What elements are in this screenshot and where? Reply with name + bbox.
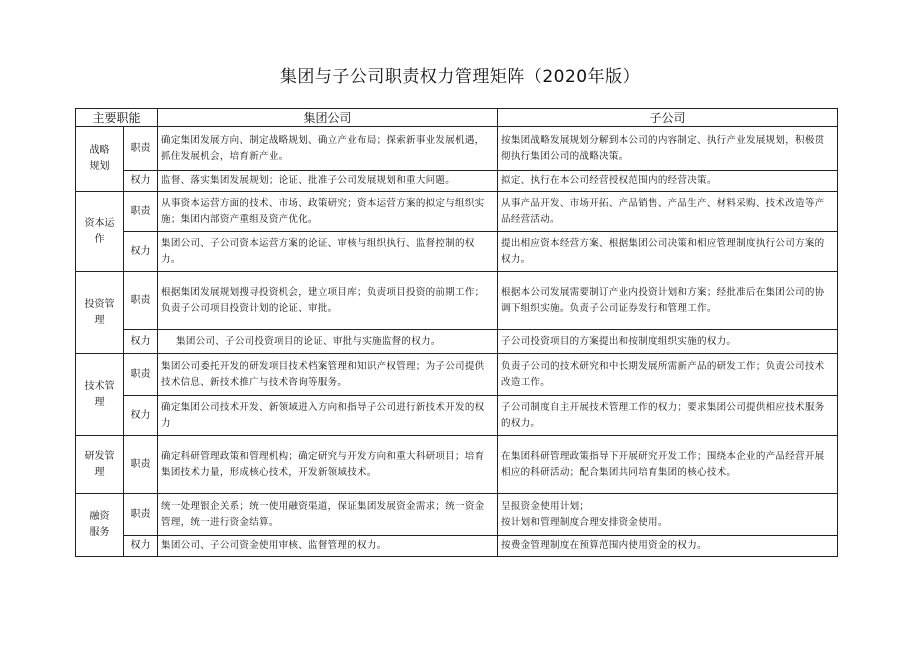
row-kind: 权力	[124, 330, 158, 354]
function-name: 战略 规划	[76, 127, 124, 192]
table-row	[76, 232, 838, 272]
group-cell: 确定科研管理政策和管理机构；确定研究与开发方向和重大科研项目；培育集团技术力量，形成核心技术，开发新领域技术。	[158, 436, 498, 494]
header-group: 集团公司	[158, 109, 498, 127]
sub-cell: 从事产品开发、市场开拓、产品销售、产品生产、材料采购、技术改造等产品经营活动。	[498, 192, 838, 232]
row-kind: 权力	[124, 536, 158, 557]
table-row	[76, 171, 838, 192]
function-name: 融资 服务	[76, 494, 124, 557]
sub-cell: 在集团科研管理政策指导下开展研究开发工作；围绕本企业的产品经营开展相应的科研活动；配合集团共同培育集团的核心技术。	[498, 436, 838, 494]
sub-cell: 按费金管理制度在预算范围内使用资金的权力。	[498, 536, 838, 557]
table-row	[76, 127, 838, 171]
table-row	[76, 330, 838, 354]
row-kind: 职责	[124, 192, 158, 232]
function-name: 资本运 作	[76, 192, 124, 272]
group-cell: 统一处理银企关系；统一使用融资渠道，保证集团发展资金需求；统一资金管理，统一进行资金结算。	[158, 494, 498, 536]
row-kind: 权力	[124, 396, 158, 436]
sub-cell: 呈报资金使用计划； 按计划和管理制度合理安排资金使用。	[498, 494, 838, 536]
row-kind: 权力	[124, 171, 158, 192]
table-row	[76, 192, 838, 232]
header-function: 主要职能	[76, 109, 158, 127]
sub-cell: 拟定、执行在本公司经营授权范围内的经营决策。	[498, 171, 838, 192]
row-kind: 职责	[124, 127, 158, 171]
table-row	[76, 354, 838, 396]
table-row	[76, 536, 838, 557]
page-title: 集团与子公司职责权力管理矩阵（2020年版）	[279, 67, 641, 87]
header-row	[76, 109, 838, 127]
responsibility-matrix	[75, 108, 838, 557]
table-row	[76, 272, 838, 330]
sub-cell: 子公司投资项目的方案提出和按制度组织实施的权力。	[498, 330, 838, 354]
table-row	[76, 396, 838, 436]
table-row	[76, 494, 838, 536]
row-kind: 职责	[124, 272, 158, 330]
sub-cell: 子公司制度自主开展技术管理工作的权力；要求集团公司提供相应技术服务的权力。	[498, 396, 838, 436]
header-sub: 子公司	[498, 109, 838, 127]
group-cell: 监督、落实集团发展规划；论证、批准子公司发展规划和重大问题。	[158, 171, 498, 192]
group-cell: 确定集团公司技术开发、新领域进入方向和指导子公司进行新技术开发的权力	[158, 396, 498, 436]
group-cell: 确定集团发展方向、制定战略规划、确立产业布局；探索新事业发展机遇，抓住发展机会，培育新产业。	[158, 127, 498, 171]
group-cell: 集团公司、子公司资金使用审核、监督管理的权力。	[158, 536, 498, 557]
group-cell: 集团公司、子公司投资项目的论证、审批与实施监督的权力。	[158, 330, 498, 354]
row-kind: 职责	[124, 436, 158, 494]
function-name: 技术管 理	[76, 354, 124, 436]
group-cell: 从事资本运营方面的技术、市场、政策研究；资本运营方案的拟定与组织实施；集团内部资产重组及资产优化。	[158, 192, 498, 232]
sub-cell: 提出相应资本经营方案、根据集团公司决策和相应管理制度执行公司方案的权力。	[498, 232, 838, 272]
group-cell: 集团公司、子公司资本运营方案的论证、审核与组织执行、监督控制的权力。	[158, 232, 498, 272]
group-cell: 根据集团发展规划搜寻投资机会，建立项目库；负责项目投资的前期工作；负责子公司项目投资计划的论证、审批。	[158, 272, 498, 330]
row-kind: 职责	[124, 354, 158, 396]
function-name: 投资管 理	[76, 272, 124, 354]
row-kind: 职责	[124, 494, 158, 536]
group-cell: 集团公司委托开发的研发项目技术档案管理和知识产权管理；为子公司提供技术信息、新技术推广与技术咨询等服务。	[158, 354, 498, 396]
sub-cell: 根据本公司发展需要制订产业内投资计划和方案；经批准后在集团公司的协调下组织实施。负责子公司证券发行和管理工作。	[498, 272, 838, 330]
function-name: 研发管 理	[76, 436, 124, 494]
sub-cell: 负责子公司的技术研究和中长期发展所需新产品的研发工作；负责公司技术改造工作。	[498, 354, 838, 396]
row-kind: 权力	[124, 232, 158, 272]
sub-cell: 按集团战略发展规划分解到本公司的内容制定、执行产业发展规划，积极贯彻执行集团公司的战略决策。	[498, 127, 838, 171]
table-row	[76, 436, 838, 494]
